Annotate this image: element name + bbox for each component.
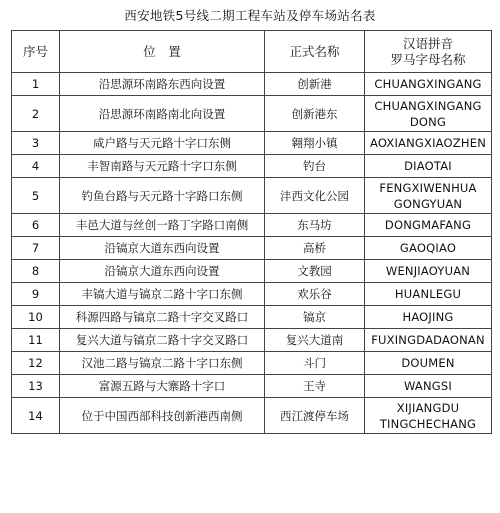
table-row bbox=[12, 329, 492, 352]
pinyin-line: WANGSI bbox=[403, 379, 452, 393]
cell-location: 丰镐大道与镐京二路十字口东侧 bbox=[60, 283, 265, 306]
pinyin-line: FUXINGDADAONAN bbox=[371, 333, 485, 347]
table-row bbox=[12, 96, 492, 132]
cell-pinyin bbox=[365, 73, 492, 96]
cell-pinyin bbox=[365, 132, 492, 155]
cell-pinyin bbox=[365, 283, 492, 306]
cell-pinyin bbox=[365, 96, 492, 132]
table-row bbox=[12, 155, 492, 178]
cell-location: 丰智南路与天元路十字口东侧 bbox=[60, 155, 265, 178]
cell-location: 咸户路与天元路十字口东侧 bbox=[60, 132, 265, 155]
cell-location: 丰邑大道与丝创一路丁字路口南侧 bbox=[60, 214, 265, 237]
cell-pinyin bbox=[365, 178, 492, 214]
cell-location: 沿思源环南路南北向设置 bbox=[60, 96, 265, 132]
cell-location: 复兴大道与镐京二路十字交叉路口 bbox=[60, 329, 265, 352]
cell-pinyin bbox=[365, 375, 492, 398]
table-row bbox=[12, 375, 492, 398]
table-row bbox=[12, 260, 492, 283]
cell-pinyin bbox=[365, 306, 492, 329]
cell-name: 翱翔小镇 bbox=[265, 132, 365, 155]
cell-no: 4 bbox=[12, 155, 60, 178]
cell-no: 10 bbox=[12, 306, 60, 329]
cell-no: 12 bbox=[12, 352, 60, 375]
table-row bbox=[12, 132, 492, 155]
cell-no: 3 bbox=[12, 132, 60, 155]
cell-no: 7 bbox=[12, 237, 60, 260]
cell-name: 创新港 bbox=[265, 73, 365, 96]
cell-name: 斗门 bbox=[265, 352, 365, 375]
table-row bbox=[12, 178, 492, 214]
pinyin-line: HUANLEGU bbox=[394, 287, 462, 301]
cell-location: 汉池二路与镐京二路十字口东侧 bbox=[60, 352, 265, 375]
station-name-table bbox=[11, 30, 492, 434]
cell-name: 西江渡停车场 bbox=[265, 398, 365, 434]
pinyin-line: GAOQIAO bbox=[399, 241, 457, 255]
cell-no: 2 bbox=[12, 96, 60, 132]
header-no: 序号 bbox=[12, 31, 60, 73]
cell-location: 位于中国西部科技创新港西南侧 bbox=[60, 398, 265, 434]
cell-no: 5 bbox=[12, 178, 60, 214]
header-location: 位 置 bbox=[60, 31, 265, 73]
cell-name: 复兴大道南 bbox=[265, 329, 365, 352]
table-row bbox=[12, 237, 492, 260]
pinyin-line: DIAOTAI bbox=[404, 159, 452, 173]
table-header-row bbox=[12, 31, 492, 73]
table-body bbox=[12, 73, 492, 434]
cell-name: 东马坊 bbox=[265, 214, 365, 237]
cell-name: 沣西文化公园 bbox=[265, 178, 365, 214]
table-row bbox=[12, 352, 492, 375]
cell-pinyin bbox=[365, 214, 492, 237]
table-row bbox=[12, 73, 492, 96]
cell-name: 钓台 bbox=[265, 155, 365, 178]
pinyin-line: XIJIANGDU bbox=[396, 400, 460, 415]
cell-location: 沿镐京大道东西向设置 bbox=[60, 237, 265, 260]
pinyin-line: DONG bbox=[409, 114, 447, 129]
cell-pinyin bbox=[365, 260, 492, 283]
pinyin-line: CHUANGXINGANG bbox=[374, 77, 482, 91]
cell-name: 高桥 bbox=[265, 237, 365, 260]
cell-pinyin bbox=[365, 398, 492, 434]
cell-location: 沿思源环南路东西向设置 bbox=[60, 73, 265, 96]
pinyin-line: HAOJING bbox=[402, 310, 454, 324]
cell-name: 创新港东 bbox=[265, 96, 365, 132]
table-row bbox=[12, 283, 492, 306]
cell-pinyin bbox=[365, 352, 492, 375]
cell-no: 1 bbox=[12, 73, 60, 96]
cell-no: 6 bbox=[12, 214, 60, 237]
cell-no: 13 bbox=[12, 375, 60, 398]
cell-no: 8 bbox=[12, 260, 60, 283]
pinyin-line: DOUMEN bbox=[401, 356, 455, 370]
cell-pinyin bbox=[365, 237, 492, 260]
cell-pinyin bbox=[365, 329, 492, 352]
cell-name: 镐京 bbox=[265, 306, 365, 329]
table-title: 西安地铁5号线二期工程车站及停车场站名表 bbox=[124, 8, 376, 23]
header-name: 正式名称 bbox=[265, 31, 365, 73]
cell-no: 14 bbox=[12, 398, 60, 434]
cell-location: 科源四路与镐京二路十字交叉路口 bbox=[60, 306, 265, 329]
pinyin-line: DONGMAFANG bbox=[384, 218, 472, 232]
cell-name: 欢乐谷 bbox=[265, 283, 365, 306]
cell-pinyin bbox=[365, 155, 492, 178]
table-row bbox=[12, 398, 492, 434]
cell-name: 王寺 bbox=[265, 375, 365, 398]
cell-no: 11 bbox=[12, 329, 60, 352]
pinyin-line: GONGYUAN bbox=[393, 196, 463, 211]
header-pinyin bbox=[365, 31, 492, 73]
table-row bbox=[12, 214, 492, 237]
pinyin-line: TINGCHECHANG bbox=[379, 416, 477, 431]
header-pinyin-line1: 汉语拼音 bbox=[402, 35, 453, 51]
table-row bbox=[12, 306, 492, 329]
cell-location: 富源五路与大寨路十字口 bbox=[60, 375, 265, 398]
pinyin-line: FENGXIWENHUA bbox=[379, 180, 477, 195]
cell-location: 沿镐京大道东西向设置 bbox=[60, 260, 265, 283]
header-pinyin-line2: 罗马字母名称 bbox=[390, 51, 466, 67]
pinyin-line: CHUANGXINGANG bbox=[374, 98, 482, 113]
cell-no: 9 bbox=[12, 283, 60, 306]
cell-location: 钓鱼台路与天元路十字路口东侧 bbox=[60, 178, 265, 214]
cell-name: 文教园 bbox=[265, 260, 365, 283]
pinyin-line: AOXIANGXIAOZHEN bbox=[369, 136, 486, 150]
pinyin-line: WENJIAOYUAN bbox=[385, 264, 471, 278]
